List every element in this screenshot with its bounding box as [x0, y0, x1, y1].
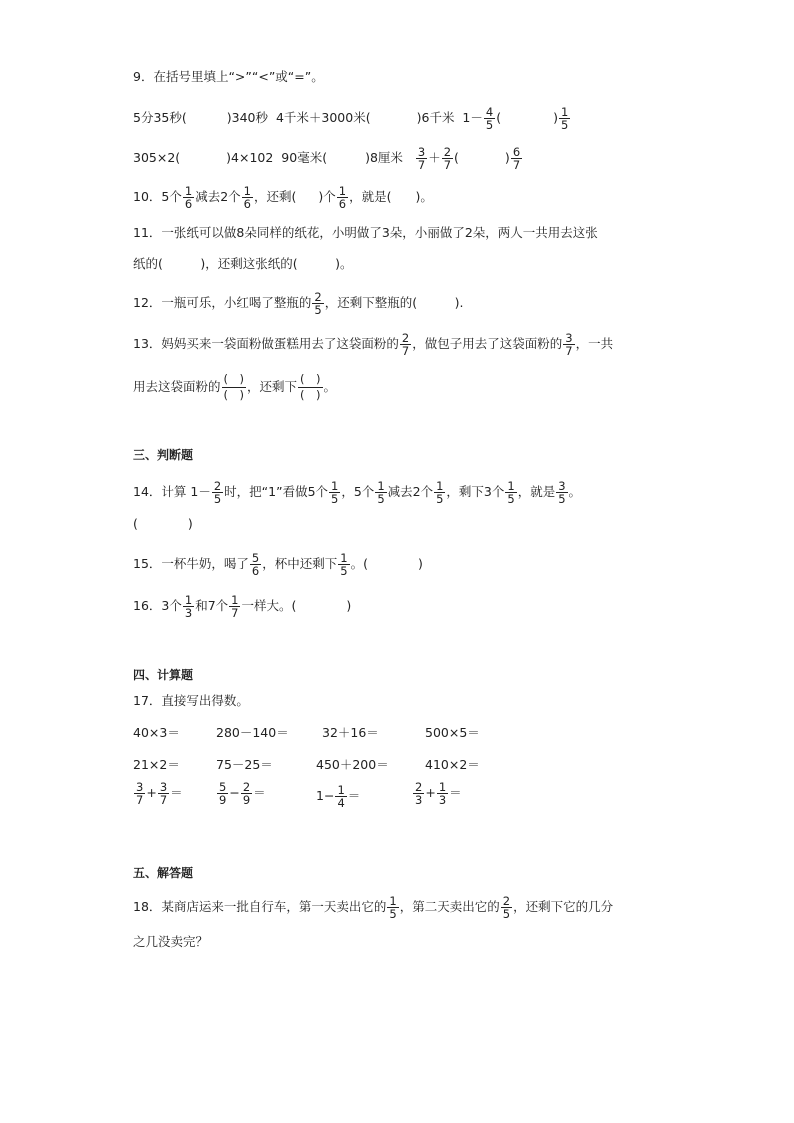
- fraction: $\frac{1}{3}$: [184, 593, 193, 620]
- fraction: $\frac{1}{5}$: [560, 105, 569, 132]
- calc-item: 1− $\frac{1}{4}$ ＝: [316, 783, 361, 810]
- q9-row1: 5分35秒( )340秒 4千米＋3000米( )6千米 1－ $\frac{4}{5}$ ( ) $\frac{1}{5}$: [133, 105, 569, 132]
- fraction: $\frac{3}{7}$: [136, 780, 144, 807]
- fraction: $\frac{2}{5}$: [502, 894, 511, 921]
- calc-item: $\frac{2}{3}$ + $\frac{1}{3}$ ＝: [415, 780, 462, 807]
- q16: 16．3个 $\frac{1}{3}$ 和7个 $\frac{1}{7}$ 一样大。( ): [133, 593, 352, 620]
- q9-row2: 305×2( )4×102 90毫米( )8厘米 $\frac{3}{7}$ ＋ $\frac{2}{7}$ ( ) $\frac{6}{7}$: [133, 145, 521, 172]
- fraction: $\frac{1}{5}$: [507, 479, 515, 506]
- fraction: $\frac{1}{6}$: [184, 184, 193, 211]
- q17: 17．直接写出得数。: [133, 693, 249, 708]
- fraction: $\frac{6}{7}$: [512, 145, 521, 172]
- fraction: $\frac{1}{7}$: [231, 593, 239, 620]
- fraction: $\frac{1}{4}$: [337, 783, 345, 810]
- fraction: $\frac{5}{6}$: [251, 551, 260, 578]
- fraction: $\frac{5}{9}$: [219, 780, 227, 807]
- q18-line2: 之几没卖完？: [133, 934, 209, 949]
- q15: 15．一杯牛奶，喝了 $\frac{5}{6}$ ，杯中还剩下 $\frac{1}{5}$ 。( ): [133, 551, 423, 578]
- q11-line2: 纸的( )，还剩这张纸的( )。: [133, 256, 353, 271]
- calc-item: 75－25＝: [216, 757, 273, 772]
- calc-item: 500×5＝: [425, 725, 480, 740]
- fraction: $\frac{2}{5}$: [314, 290, 322, 317]
- q18-line1: 18．某商店运来一批自行车，第一天卖出它的 $\frac{1}{5}$ ，第二天卖出它的 $\frac{2}{5}$ ，还剩下它的几分: [133, 894, 614, 921]
- q9-title: 9．在括号里填上“>”“<”或“=”。: [133, 69, 324, 84]
- fraction: $\frac{1}{6}$: [243, 184, 251, 211]
- fraction: $\frac{2}{7}$: [443, 145, 452, 172]
- q13-line2: 用去这袋面粉的 $\frac{( )}{( )}$ ，还剩下 $\frac{( )}{( )}$ 。: [133, 372, 337, 402]
- fraction: $\frac{1}{5}$: [331, 479, 339, 506]
- calc-item: 32＋16＝: [322, 725, 379, 740]
- fraction: $\frac{3}{7}$: [417, 145, 426, 172]
- fraction: $\frac{3}{7}$: [159, 780, 168, 807]
- fraction: $\frac{1}{6}$: [338, 184, 347, 211]
- fraction: $\frac{4}{5}$: [485, 105, 494, 132]
- q13-line1: 13．妈妈买来一袋面粉做蛋糕用去了这袋面粉的 $\frac{2}{7}$ ，做包子用去了这袋面粉的 $\frac{3}{7}$ ，一共: [133, 331, 614, 358]
- fraction: $\frac{1}{5}$: [340, 551, 348, 578]
- fraction: $\frac{2}{7}$: [401, 331, 410, 358]
- fraction: $\frac{2}{9}$: [242, 780, 251, 807]
- calc-item: 40×3＝: [133, 725, 180, 740]
- fraction: $\frac{1}{5}$: [389, 894, 397, 921]
- blank-fraction: $\frac{( )}{( )}$: [223, 372, 244, 402]
- section-title-calc: 四、计算题: [133, 668, 194, 682]
- q11-line1: 11．一张纸可以做8朵同样的纸花，小明做了3朵，小丽做了2朵，两人一共用去这张: [133, 225, 598, 240]
- blank-fraction: $\frac{( )}{( )}$: [300, 372, 321, 402]
- fraction: $\frac{1}{5}$: [377, 479, 385, 506]
- fraction: $\frac{1}{3}$: [438, 780, 447, 807]
- calc-item: 450＋200＝: [316, 757, 389, 772]
- calc-item: 280－140＝: [216, 725, 289, 740]
- fraction: $\frac{3}{5}$: [558, 479, 566, 506]
- fraction: $\frac{3}{7}$: [565, 331, 573, 358]
- fraction: $\frac{2}{5}$: [213, 479, 222, 506]
- section-title-judgment: 三、判断题: [133, 448, 194, 462]
- calc-item: 410×2＝: [425, 757, 480, 772]
- q14-answer-paren: ( ): [133, 516, 193, 531]
- q10: 10．5个 $\frac{1}{6}$ 减去2个 $\frac{1}{6}$ ，还剩( )个 $\frac{1}{6}$ ，就是( )。: [133, 184, 433, 211]
- fraction: $\frac{1}{5}$: [436, 479, 444, 506]
- calc-item: $\frac{5}{9}$ − $\frac{2}{9}$ ＝: [219, 780, 266, 807]
- q12: 12．一瓶可乐，小红喝了整瓶的 $\frac{2}{5}$ ，还剩下整瓶的( ).: [133, 290, 464, 317]
- calc-item: 21×2＝: [133, 757, 180, 772]
- q14: 14．计算 1－ $\frac{2}{5}$ 时，把“1”看做5个 $\frac{1}{5}$ ，5个 $\frac{1}{5}$ 减去2个 $\frac{1}{5}$ ，剩下3个 $\frac{1}{5}$ ，就是 $\frac{3}{5}$ 。: [133, 479, 582, 506]
- fraction: $\frac{2}{3}$: [415, 780, 423, 807]
- section-title-answer: 五、解答题: [133, 866, 194, 880]
- calc-item: $\frac{3}{7}$ + $\frac{3}{7}$ ＝: [136, 780, 183, 807]
